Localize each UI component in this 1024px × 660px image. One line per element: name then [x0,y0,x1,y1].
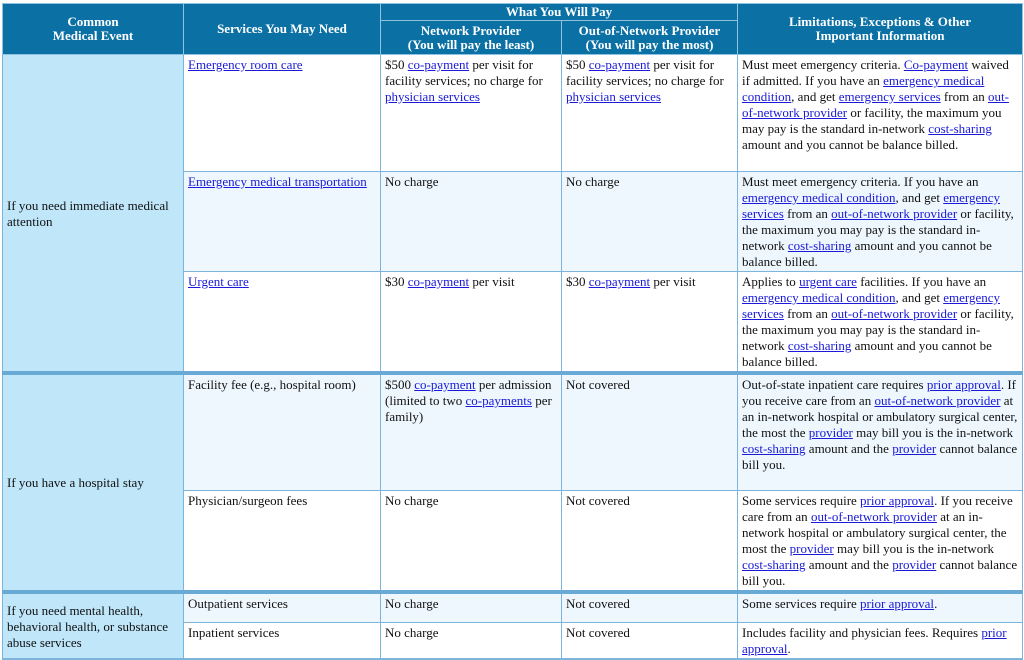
cell-text: Includes facility and physician fees. Requires [742,625,982,640]
glossary-link[interactable]: Emergency room care [188,57,303,72]
cell-text: Out-of-state inpatient care requires [742,377,927,392]
glossary-link[interactable]: Co-payment [903,57,969,72]
out-of-network-cell [562,491,738,593]
service-cell [184,55,381,172]
glossary-link[interactable]: prior approval [860,493,935,508]
glossary-link[interactable]: Emergency medical transportation [188,174,367,189]
cell-text: per admission (limited to two [385,377,552,408]
benefits-table [2,3,1023,660]
glossary-link[interactable]: co-payment [407,57,470,72]
out-of-network-cell [562,592,738,623]
cell-text: , and get [895,290,944,305]
common-medical-event-cell: If you need immediate medical attention [3,55,184,374]
cell-text: waived if admitted. If you have an [742,57,1009,88]
glossary-link[interactable]: cost-sharing [787,338,852,353]
cell-text: Some services require [742,493,861,508]
benefits-table-body [3,55,1023,660]
out-of-network-cell [562,623,738,660]
glossary-link[interactable]: emergency services [742,190,1000,221]
cell-text: amount and you cannot be balance billed. [742,137,959,152]
header-limitations [738,4,1023,55]
cell-text: amount and the [805,557,893,572]
glossary-link[interactable]: prior approval [926,377,1001,392]
header-network-provider [381,21,562,55]
cell-text: No charge [385,625,439,640]
limitations-cell [738,172,1023,272]
cell-text: No charge [566,174,620,189]
glossary-link[interactable]: emergency services [838,89,941,104]
cell-text: cannot balance bill you. [742,557,1018,588]
cell-text: from an [783,206,832,221]
cell-text: from an [783,306,832,321]
cell-text: . [934,596,938,611]
cell-text: per visit [469,274,515,289]
glossary-link[interactable]: co-payment [588,57,651,72]
header-common-line2: Medical Event [52,28,134,43]
header-limitations-line2: Important Information [815,28,945,43]
cell-text: per visit for facility services; no charge for [566,57,724,88]
network-provider-cell [381,592,562,623]
cell-text: or facility, the maximum you may pay is the standard in-network [742,206,1014,253]
header-limitations-line1: Limitations, Exceptions & Other [789,14,971,29]
glossary-link[interactable]: urgent care [799,274,857,289]
glossary-link[interactable]: out-of-network provider [742,89,1009,120]
cell-text: Not covered [566,596,630,611]
cell-text: $50 [566,57,589,72]
cell-text: , and get [895,190,944,205]
cell-text: amount and you cannot be balance billed. [742,338,992,369]
glossary-link[interactable]: cost-sharing [742,441,806,456]
glossary-link[interactable]: co-payment [407,274,470,289]
service-cell [184,272,381,374]
glossary-link[interactable]: cost-sharing [928,121,992,136]
glossary-link[interactable]: emergency medical condition [742,290,896,305]
service-cell [184,623,381,660]
glossary-link[interactable]: co-payment [588,274,651,289]
glossary-link[interactable]: out-of-network provider [831,306,958,321]
cell-text: Not covered [566,625,630,640]
limitations-cell [738,373,1023,491]
glossary-link[interactable]: out-of-network provider [831,206,958,221]
common-medical-event-cell: If you have a hospital stay [3,373,184,592]
common-medical-event-cell: If you need mental health, behavioral health, or substance abuse services [3,592,184,659]
cell-text: at an in-network hospital or ambulatory surgical center, the most the [742,393,1018,440]
header-common-medical-event [3,4,184,55]
cell-text: per visit [650,274,696,289]
header-network-line1: Network Provider [420,22,522,38]
cell-text: Outpatient services [188,596,288,611]
limitations-cell [738,491,1023,593]
network-provider-cell [381,491,562,593]
cell-text: No charge [385,493,439,508]
glossary-link[interactable]: physician services [385,89,480,104]
out-of-network-cell [562,272,738,374]
cell-text: $50 [385,57,408,72]
cell-text: $30 [566,274,589,289]
cell-text: per family) [385,393,552,424]
network-provider-cell [381,172,562,272]
benefits-table-container [2,3,1022,660]
glossary-link[interactable]: cost-sharing [787,238,852,253]
network-provider-cell [381,272,562,374]
glossary-link[interactable]: prior approval [742,625,1007,656]
service-cell [184,592,381,623]
cell-text: Some services require [742,596,861,611]
limitations-cell [738,55,1023,172]
cell-text: Must meet emergency criteria. If you have an [742,174,979,189]
cell-text: amount and the [805,441,893,456]
cell-text: from an [940,89,988,104]
service-cell [184,373,381,491]
glossary-link[interactable]: prior approval [860,596,935,611]
out-of-network-cell [562,172,738,272]
glossary-link[interactable]: emergency services [742,290,1000,321]
glossary-link[interactable]: provider [789,541,834,556]
glossary-link[interactable]: out-of-network provider [874,393,1001,408]
header-common-line1: Common [67,14,119,29]
cell-text: . If you receive care from an [742,493,1013,524]
glossary-link[interactable]: emergency medical condition [742,190,896,205]
glossary-link[interactable]: provider [892,557,937,572]
glossary-link[interactable]: provider [808,425,853,440]
limitations-cell [738,592,1023,623]
table-row [3,373,1023,491]
cell-text: No charge [385,596,439,611]
cell-text: Facility fee (e.g., hospital room) [188,377,356,392]
header-out-of-network-provider [562,21,738,55]
cell-text: Not covered [566,493,630,508]
cell-text: amount and you cannot be balance billed. [742,238,992,269]
cell-text: No charge [385,174,439,189]
out-of-network-cell [562,373,738,491]
glossary-link[interactable]: co-payment [414,377,476,392]
cell-text: may bill you is the in-network [833,541,995,556]
glossary-link[interactable]: physician services [566,89,661,104]
cell-text: Applies to [742,274,800,289]
network-provider-cell [381,373,562,491]
cell-text: at an in-network hospital or ambulatory surgical center, the most the [742,509,1007,556]
limitations-cell [738,272,1023,374]
glossary-link[interactable]: provider [892,441,937,456]
cell-text: $30 [385,274,408,289]
limitations-cell [738,623,1023,660]
cell-text: Not covered [566,377,630,392]
network-provider-cell [381,623,562,660]
cell-text: , and get [791,89,839,104]
cell-text: cannot balance bill you. [742,441,1018,472]
cell-text: or facility, the maximum you may pay is the standard in-network [742,306,1014,353]
network-provider-cell [381,55,562,172]
service-cell [184,491,381,593]
cell-text: . If you receive care from an [742,377,1016,408]
table-row [3,55,1023,172]
glossary-link[interactable]: co-payments [465,393,532,408]
header-services: Services You May Need [184,4,381,55]
glossary-link[interactable]: cost-sharing [742,557,806,572]
cell-text: Must meet emergency criteria. [742,57,904,72]
cell-text: may bill you is the in-network [852,425,1014,440]
glossary-link[interactable]: Urgent care [188,274,249,289]
cell-text: . [787,641,791,656]
service-cell [184,172,381,272]
cell-text: per visit for facility services; no charge for [385,57,543,88]
cell-text: Inpatient services [188,625,280,640]
cell-text: $500 [385,377,415,392]
header-what-you-will-pay: What You Will Pay [381,4,738,21]
glossary-link[interactable]: emergency medical condition [742,73,985,104]
out-of-network-cell [562,55,738,172]
cell-text: facilities. If you have an [856,274,987,289]
cell-text: or facility, the maximum you may pay is the standard in-network [742,105,1002,136]
header-oon-line2: (You will pay the most) [585,36,714,52]
header-oon-line1: Out-of-Network Provider [578,22,721,38]
header-network-line2: (You will pay the least) [407,36,535,52]
table-row [3,592,1023,623]
cell-text: Physician/surgeon fees [188,493,308,508]
glossary-link[interactable]: out-of-network provider [810,509,937,524]
